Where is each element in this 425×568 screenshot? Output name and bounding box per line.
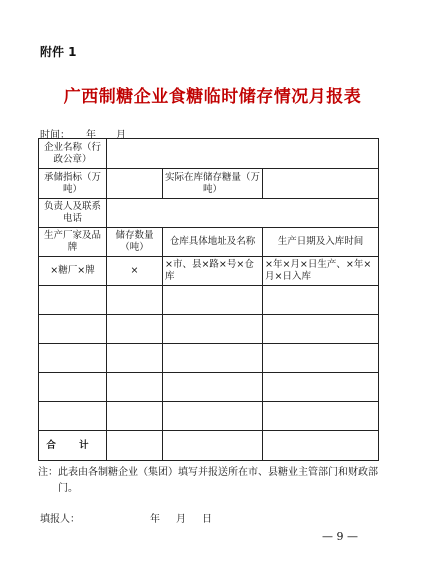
report-table: [38, 138, 379, 461]
filler-label: 填报人：: [40, 514, 80, 525]
table-row: [39, 373, 379, 402]
contact-cell: [107, 199, 379, 228]
table-row: [39, 169, 379, 199]
table-row: [39, 286, 379, 315]
page-number: — 9 —: [322, 530, 358, 543]
time-year: 年: [86, 130, 96, 141]
actual-stock-cell: [263, 169, 379, 199]
example-cell: ×市、县×路×号×仓库: [163, 257, 263, 286]
table-row: [39, 315, 379, 344]
company-name-cell: [107, 139, 379, 169]
attachment-label: 附件 1: [40, 45, 77, 59]
column-header: 仓库具体地址及名称: [163, 228, 263, 257]
page-title: 广西制糖企业食糖临时储存情况月报表: [63, 87, 362, 107]
footer-month: 月: [176, 514, 186, 525]
time-label: 时间：: [40, 130, 70, 141]
storage-quota-cell: [107, 169, 163, 199]
column-header: 生产日期及入库时间: [263, 228, 379, 257]
table-header-row: [39, 228, 379, 257]
total-row: [39, 431, 379, 461]
company-name-label: 企业名称（行政公章）: [39, 139, 107, 169]
footer-year: 年: [150, 514, 160, 525]
actual-stock-label: 实际在库储存糖量（万吨）: [163, 169, 263, 199]
table-row: [39, 402, 379, 431]
example-cell: ×糖厂×牌: [39, 257, 107, 286]
contact-label: 负责人及联系电话: [39, 199, 107, 228]
column-header: 生产厂家及品牌: [39, 228, 107, 257]
example-row: [39, 257, 379, 286]
storage-quota-label: 承储指标（万吨）: [39, 169, 107, 199]
example-cell: ×: [107, 257, 163, 286]
time-month: 月: [116, 130, 126, 141]
table-row: [39, 199, 379, 228]
example-cell: ×年×月×日生产、×年×月×日入库: [263, 257, 379, 286]
column-header: 储存数量（吨）: [107, 228, 163, 257]
total-label: 合 计: [39, 431, 107, 461]
table-note: 注：此表由各制糖企业（集团）填写并报送所在市、县糖业主管部门和财政部门。: [38, 467, 378, 494]
table-row: [39, 344, 379, 373]
footer-day: 日: [202, 514, 212, 525]
table-row: [39, 139, 379, 169]
